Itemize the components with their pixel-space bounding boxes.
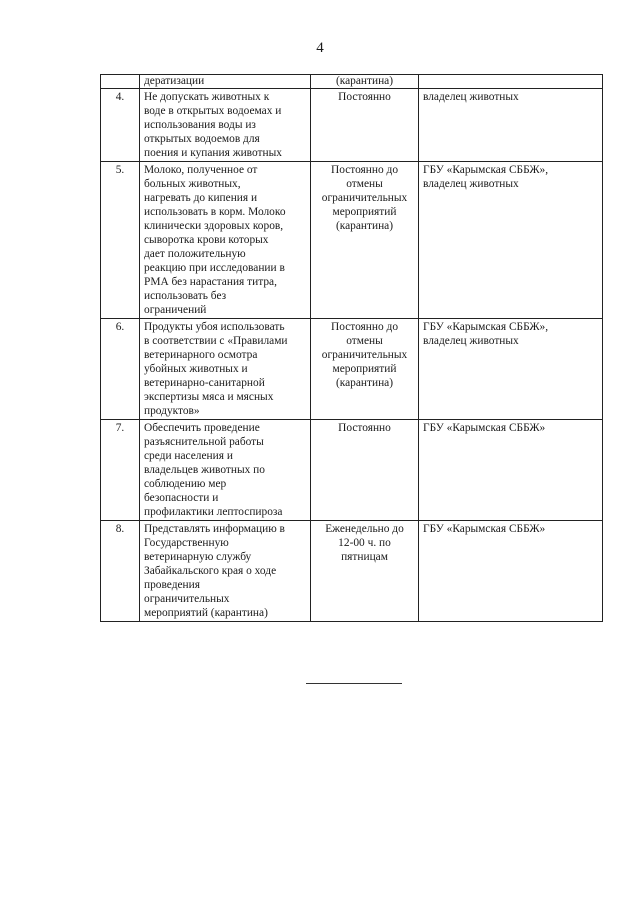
row-number: 5. xyxy=(101,162,140,319)
measure-cell-line: воде в открытых водоемах и xyxy=(144,105,282,117)
period-cell-line: Постоянно до xyxy=(330,164,399,176)
measure-cell-line: мероприятий (карантина) xyxy=(144,607,268,619)
table-row xyxy=(101,89,603,162)
table-row xyxy=(101,420,603,521)
measure-cell-line: ветеринарного осмотра xyxy=(144,349,258,361)
measure-cell-line: соблюдению мер xyxy=(144,478,227,490)
measure-cell-line: Продукты убоя использовать xyxy=(144,321,285,333)
measure-cell xyxy=(140,420,311,521)
measures-table-body xyxy=(101,75,603,622)
period-cell-line: пятницам xyxy=(341,551,388,563)
measure-cell-line: дератизации xyxy=(144,75,205,87)
period-cell-line: Еженедельно до xyxy=(325,523,404,535)
responsible-cell xyxy=(419,89,603,162)
period-cell-line: ограничительных xyxy=(321,349,408,361)
period-cell xyxy=(311,319,419,420)
period-cell-line: 12-00 ч. по xyxy=(338,537,391,549)
measure-cell-line: реакцию при исследовании в xyxy=(144,262,285,274)
responsible-cell-line: владелец животных xyxy=(423,335,519,347)
measure-cell-line: экспертизы мяса и мясных xyxy=(144,391,274,403)
measure-cell-line: ветеринарную службу xyxy=(144,551,252,563)
period-cell-line: мероприятий xyxy=(332,206,397,218)
measure-cell xyxy=(140,89,311,162)
period-cell-line: Постоянно до xyxy=(330,321,399,333)
measure-cell-line: проведения xyxy=(144,579,200,591)
measure-cell-line: Не допускать животных к xyxy=(144,91,270,103)
responsible-cell xyxy=(419,420,603,521)
row-number: 4. xyxy=(101,89,140,162)
measure-cell-line: безопасности и xyxy=(144,492,219,504)
measure-cell-line: Молоко, полученное от xyxy=(144,164,258,176)
responsible-cell xyxy=(419,75,603,89)
period-cell-line: ограничительных xyxy=(321,192,408,204)
period-cell-line: отмены xyxy=(346,335,383,347)
measure-cell-line: ветеринарно-санитарной xyxy=(144,377,265,389)
period-cell-line: Постоянно xyxy=(338,91,391,103)
responsible-cell-line: владелец животных xyxy=(423,178,519,190)
measure-cell-line: Обеспечить проведение xyxy=(144,422,260,434)
measure-cell-line: владельцев животных по xyxy=(144,464,265,476)
measure-cell-line: среди населения и xyxy=(144,450,233,462)
measure-cell-line: нагревать до кипения и xyxy=(144,192,258,204)
measure-cell-line: Представлять информацию в xyxy=(144,523,285,535)
measure-cell-line: использовать без xyxy=(144,290,227,302)
responsible-cell xyxy=(419,162,603,319)
period-cell xyxy=(311,162,419,319)
measure-cell-line: РМА без нарастания титра, xyxy=(144,276,277,288)
responsible-cell-line: ГБУ «Карымская СББЖ», xyxy=(423,164,549,176)
measure-cell-line: в соответствии с «Правилами xyxy=(144,335,288,347)
closing-divider-line xyxy=(306,683,402,684)
measure-cell-line: разъяснительной работы xyxy=(144,436,264,448)
measure-cell-line: поения и купания животных xyxy=(144,147,282,159)
measure-cell-line: клинически здоровых коров, xyxy=(144,220,284,232)
responsible-cell xyxy=(419,521,603,622)
measure-cell-line: продуктов» xyxy=(144,405,200,417)
measure-cell-line: сыворотка крови которых xyxy=(144,234,269,246)
period-cell-line: (карантина) xyxy=(335,220,394,232)
table-row xyxy=(101,162,603,319)
page-number: 4 xyxy=(316,40,324,56)
measure-cell-line: Забайкальского края о ходе xyxy=(144,565,277,577)
period-cell xyxy=(311,420,419,521)
measure-cell-line: больных животных, xyxy=(144,178,241,190)
responsible-cell-line: ГБУ «Карымская СББЖ», xyxy=(423,321,549,333)
measure-cell xyxy=(140,162,311,319)
period-cell-line: (карантина) xyxy=(335,377,394,389)
table-row xyxy=(101,75,603,89)
responsible-cell-line: ГБУ «Карымская СББЖ» xyxy=(423,523,546,535)
measure-cell-line: открытых водоемов для xyxy=(144,133,260,145)
row-number xyxy=(101,75,140,89)
measure-cell-line: профилактики лептоспироза xyxy=(144,506,283,518)
period-cell-line: Постоянно xyxy=(338,422,391,434)
row-number: 6. xyxy=(101,319,140,420)
responsible-cell xyxy=(419,319,603,420)
row-number: 8. xyxy=(101,521,140,622)
measure-cell-line: дает положительную xyxy=(144,248,246,260)
period-cell-line: отмены xyxy=(346,178,383,190)
period-cell-line: мероприятий xyxy=(332,363,397,375)
period-cell xyxy=(311,89,419,162)
responsible-cell-line: владелец животных xyxy=(423,91,519,103)
measure-cell-line: ограничительных xyxy=(144,593,230,605)
measure-cell xyxy=(140,75,311,89)
period-cell xyxy=(311,75,419,89)
measure-cell-line: использования воды из xyxy=(144,119,256,131)
table-row xyxy=(101,319,603,420)
period-cell xyxy=(311,521,419,622)
period-cell-line: (карантина) xyxy=(335,75,394,87)
measure-cell-line: ограничений xyxy=(144,304,207,316)
measure-cell-line: использовать в корм. Молоко xyxy=(144,206,286,218)
responsible-cell-line: ГБУ «Карымская СББЖ» xyxy=(423,422,546,434)
measure-cell-line: Государственную xyxy=(144,537,229,549)
measure-cell xyxy=(140,319,311,420)
row-number: 7. xyxy=(101,420,140,521)
table-row xyxy=(101,521,603,622)
measure-cell-line: убойных животных и xyxy=(144,363,248,375)
measure-cell xyxy=(140,521,311,622)
measures-table xyxy=(100,74,603,622)
